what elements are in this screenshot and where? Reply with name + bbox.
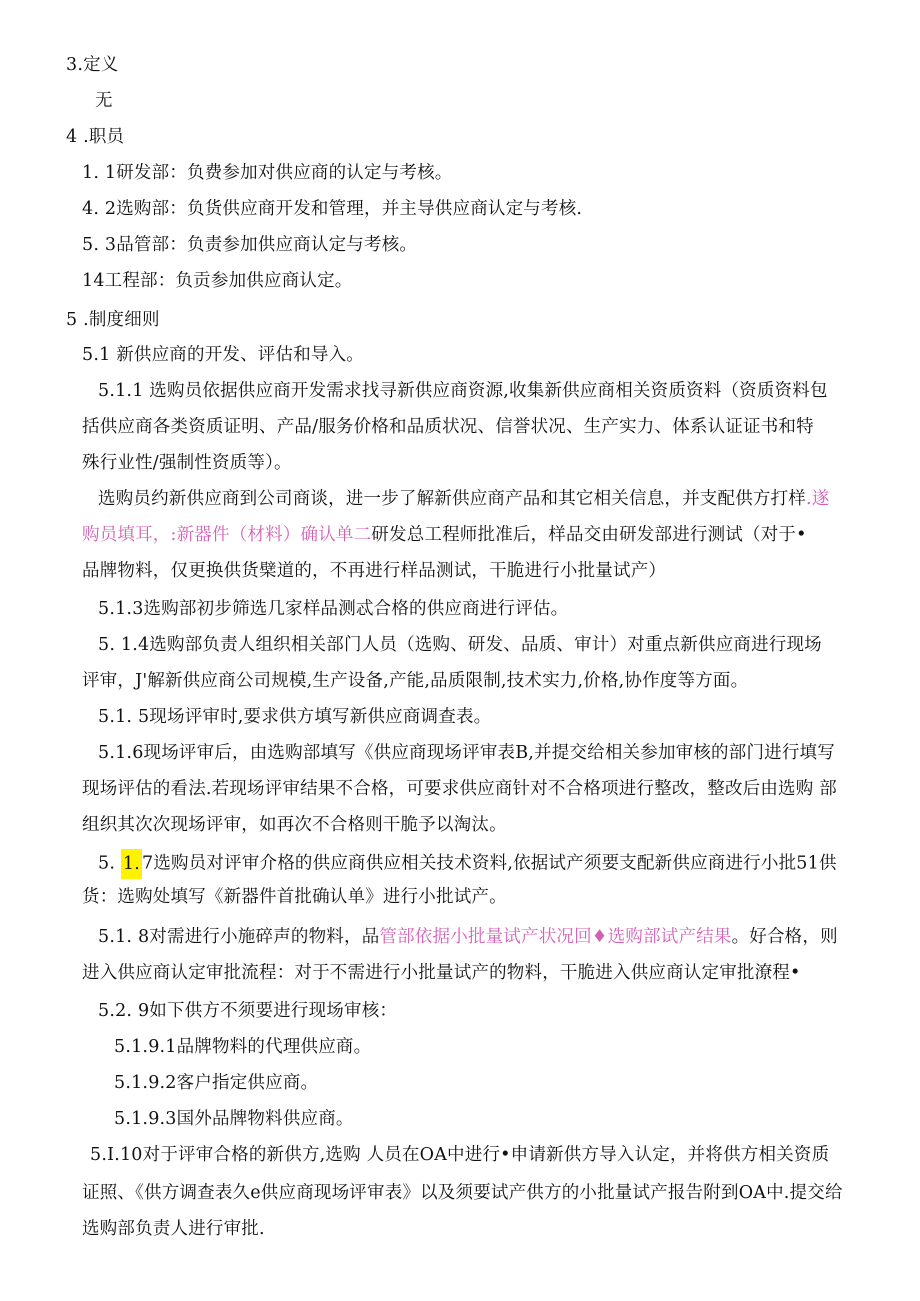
para-5-1-6-l2: 现场评估的看法.若现场评审结果不合格，可要求供应商针对不合格项进行整改，整改后由选购 部	[82, 779, 837, 799]
heading-rules: 5 .制度细则	[66, 310, 160, 330]
definition-text: 无	[95, 91, 113, 111]
duty-engineering: 14工程部：负贡参加供应商认定。	[82, 271, 353, 291]
heading-duties: 4 .职员	[66, 127, 125, 147]
para-5-1-10-l2: 证照、《供方调查表久e供应商现场评审表》以及须要试产供方的小批量试产报告附到OA中.提交给	[82, 1183, 843, 1203]
duty-rd: 1. 1研发部：负费参加对供应商的认定与考核。	[82, 163, 453, 183]
para-5-1-7-text: 7选购员对评审介格的供应商供应相关技术资料,依据试产须要支配新供应商进行小批51供	[141, 853, 837, 874]
para-5-1-7-l2: 货：选购处填写《新器件首批确认单》进行小批试产。	[82, 887, 507, 907]
para-5-1-2-pink-2: 购员填耳，:新器件（材料）确认单二	[82, 525, 372, 545]
para-5-1-7-l1	[98, 849, 837, 879]
para-5-1-2-text: 选购员约新供应商到公司商谈，进一步了解新供应商产品和其它相关信息，并支配供方打样	[98, 489, 806, 509]
highlighted-text: 1.	[121, 849, 142, 879]
para-5-1-8-text: 5.1. 8对需进行小施碎声的物料，品	[98, 927, 380, 947]
para-5-1-4-l1: 5. 1.4选购部负责人组织相关部门人员（选购、研发、品质、审计）对重点新供应商进行现场	[98, 635, 822, 655]
para-5-1-3: 5.1.3选购部初步筛选几家样品测忒合格的供应商进行评估。	[98, 599, 569, 619]
para-5-1-8-pink: 管部依据小批量试产状况回♦选购部试产结果	[379, 927, 732, 947]
para-5-1-1-l3: 殊行业性/强制性资质等）。	[82, 453, 292, 473]
para-5-1-6-l1: 5.1.6现场评审后，由选购部填写《供应商现场评审表B,并提交给相关参加审核的部门进行填写	[98, 743, 835, 763]
para-5-1-2-l3: 品牌物料，仅更换供货檗道的，不再进行样品测试，干脆进行小批量试产）	[82, 561, 667, 581]
para-5-1-10-l1: 5.I.10对于评审合格的新供方,选购 人员在OA中进行•申请新供方导入认定，并将供方相关资质	[90, 1145, 830, 1165]
para-5-1-5: 5.1. 5现场评审时,要求供方填写新供应商调查表。	[98, 707, 492, 727]
para-5-1-2-l1	[98, 487, 829, 511]
para-5-1-9-1: 5.1.9.1品牌物料的代理供应商。	[114, 1037, 372, 1057]
para-5-1-6-l3: 组织其次次现场评审，如再次不合格则干脆予以淘汰。	[82, 815, 507, 835]
para-5-1-2-pink: .遂	[806, 489, 830, 509]
para-5-1-9-2: 5.1.9.2客户指定供应商。	[114, 1073, 319, 1093]
para-5-1-2-l2	[82, 523, 807, 547]
para-5-1-8-l1	[98, 925, 838, 949]
para-5-1-8-l2: 进入供应商认定审批流程：对于不需进行小批量试产的物料，干脆进入供应商认定审批潦程•	[82, 963, 801, 983]
para-5-1-7-prefix: 5.	[98, 853, 116, 874]
para-5-1-1-l1: 5.1.1 选购员依据供应商开发需求找寻新供应商资源,收集新供应商相关资质资料（资质资料包	[98, 381, 828, 401]
para-5-1-1-l2: 括供应商各类资质证明、产品/服务价格和品质状况、信誉状况、生产实力、体系认证证书和特	[82, 417, 814, 437]
heading-definition: 3.定义	[66, 55, 119, 75]
para-5-1-9-3: 5.1.9.3国外品牌物料供应商。	[114, 1109, 354, 1129]
duty-quality: 5. 3品管部：负责参加供应商认定与考核。	[82, 235, 418, 255]
section-5-1: 5.1 新供应商的开发、评估和导入。	[82, 345, 364, 365]
para-5-1-2-text-2: 研发总工程师批准后，样品交由研发部进行测试（对于•	[371, 525, 807, 545]
para-5-1-8-text-2: 。好合格，则	[731, 927, 838, 947]
para-5-1-4-l2: 评审，J'解新供应商公司规模,生产设备,产能,品质限制,技术实力,价格,协作度等方面。	[82, 671, 749, 691]
para-5-1-9: 5.2. 9如下供方不须要进行现场审核：	[98, 1001, 398, 1021]
para-5-1-10-l3: 选购部负责人进行审批.	[82, 1219, 265, 1239]
duty-purchasing: 4. 2选购部：负货供应商开发和管理，并主导供应商认定与考核.	[82, 199, 583, 219]
